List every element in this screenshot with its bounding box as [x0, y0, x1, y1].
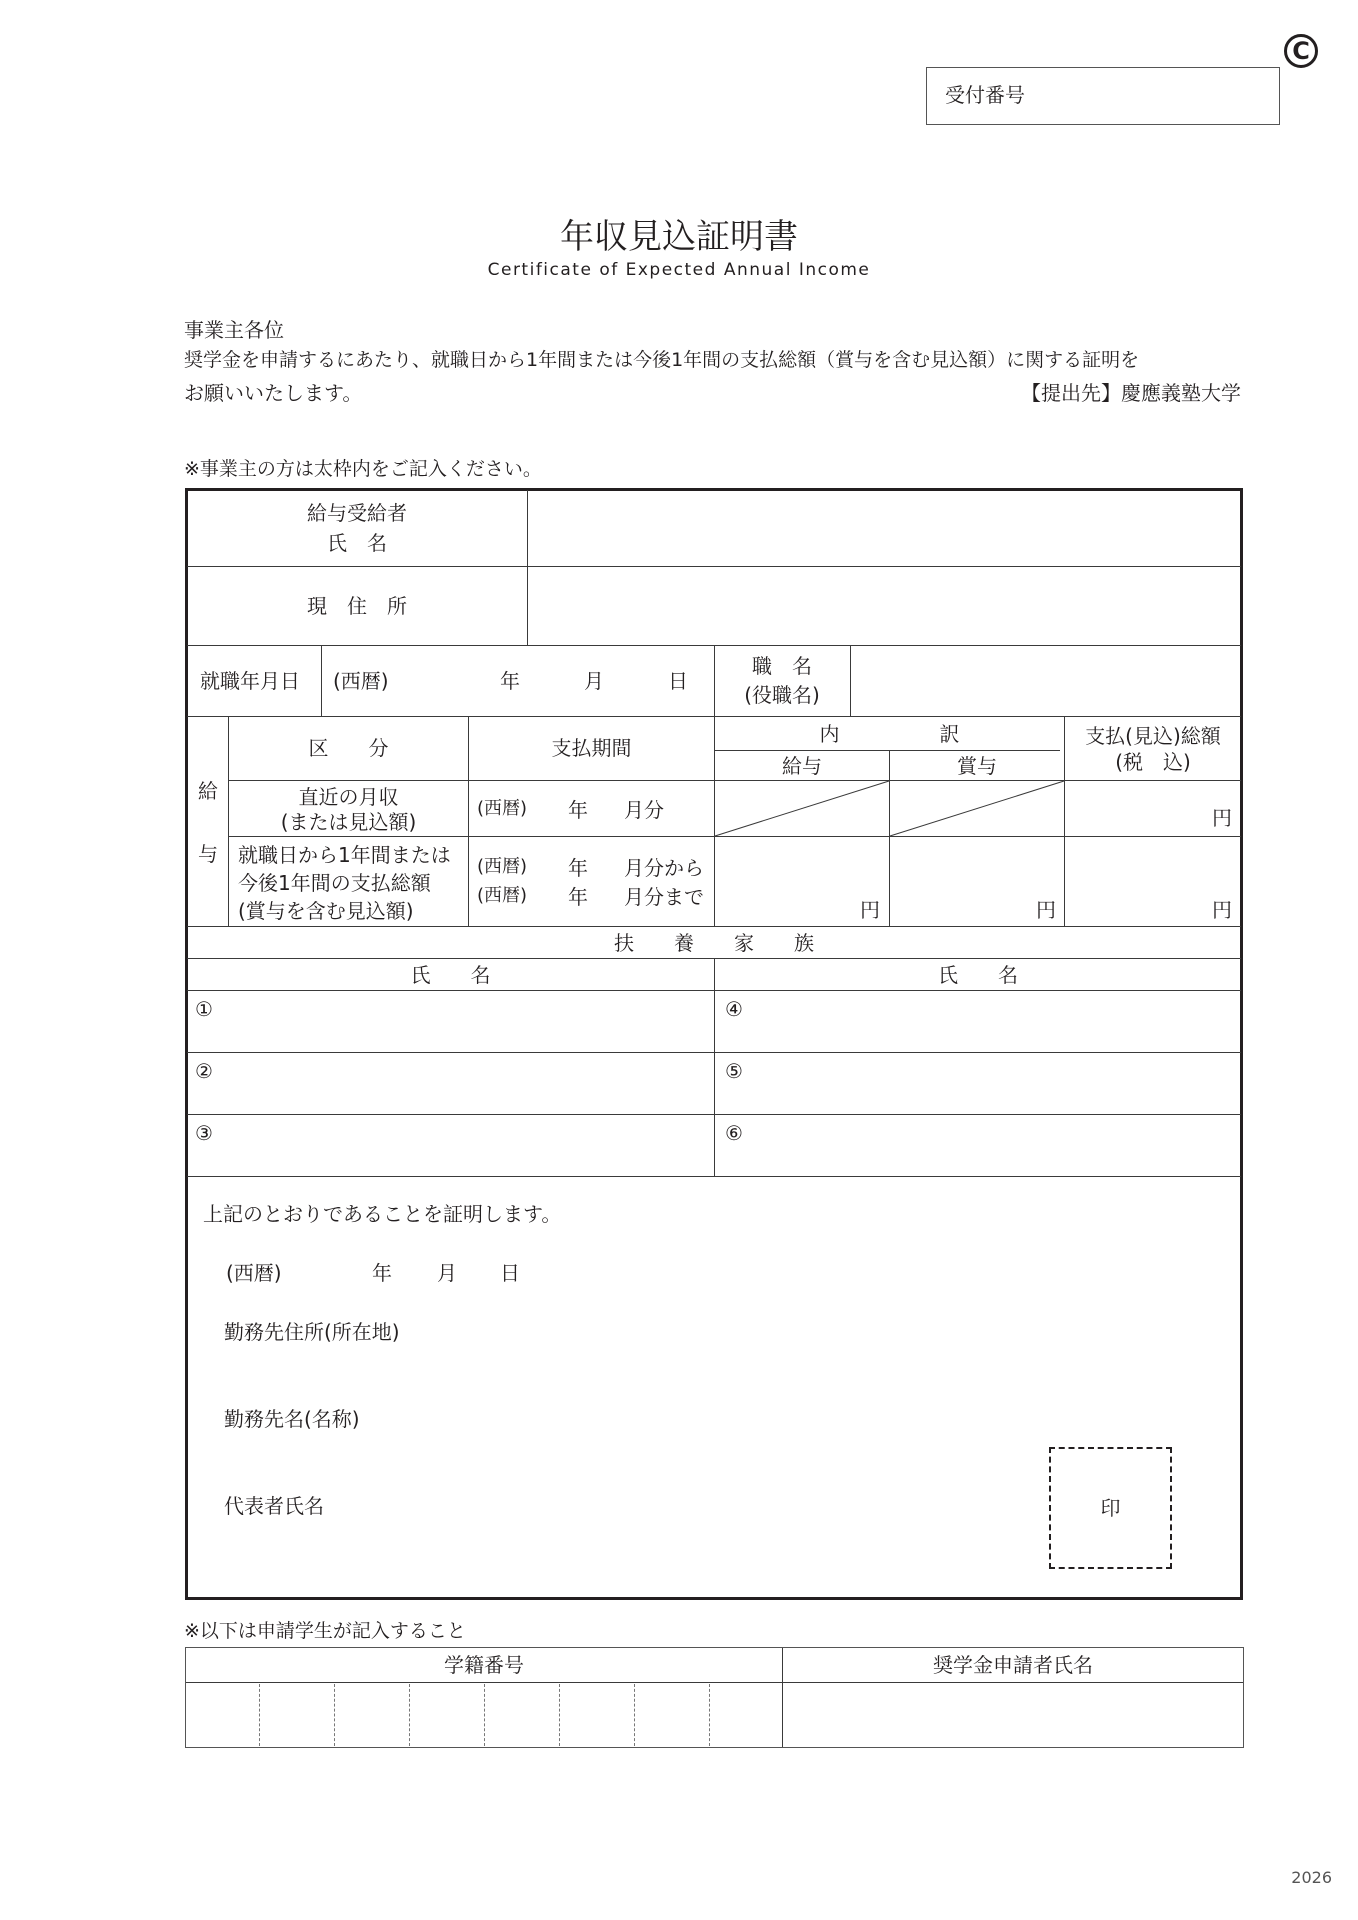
salary-subheader: 給与: [782, 754, 822, 778]
annual-total-yen: 円: [1212, 898, 1232, 922]
certify-text: 上記のとおりであることを証明します。: [203, 1202, 562, 1226]
recent-monthly-label: 直近の月収: [298, 785, 399, 809]
recipient-name-label: 給与受給者: [307, 501, 407, 525]
dependent-name-header: 氏 名: [410, 963, 491, 987]
bonus-subheader: 賞与: [957, 754, 997, 778]
dependent-number: ⑤: [725, 1059, 743, 1083]
dependent-field-3[interactable]: [187, 1115, 714, 1176]
recent-year: 年: [568, 798, 588, 822]
annual-period-field[interactable]: [469, 837, 714, 926]
annual-label-2: 今後1年間の支払総額: [238, 871, 431, 895]
annual-to-seireki: (西暦): [477, 885, 528, 906]
dependent-field-6[interactable]: [715, 1115, 1241, 1176]
intro-line-1: 奨学金を申請するにあたり、就職日から1年間または今後1年間の支払総額（賞与を含む見込額）に関する証明を: [184, 349, 1140, 371]
annual-from-year: 年: [568, 856, 588, 880]
student-id-field[interactable]: [186, 1683, 782, 1747]
dependents-header: 扶 養 家 族: [614, 931, 814, 955]
annual-salary-field[interactable]: [715, 837, 889, 926]
dependent-field-2[interactable]: [187, 1053, 714, 1114]
hire-date-label: 就職年月日: [200, 669, 300, 693]
hire-date-month: 月: [584, 669, 604, 693]
dependent-field-5[interactable]: [715, 1053, 1241, 1114]
reception-number-label: 受付番号: [945, 83, 1025, 107]
student-id-header: 学籍番号: [444, 1653, 524, 1677]
work-name-label: 勤務先名(名称): [224, 1407, 360, 1431]
recent-total-field[interactable]: [1065, 781, 1241, 836]
cert-month: 月: [437, 1261, 457, 1285]
dependent-number: ②: [195, 1059, 213, 1083]
annual-salary-yen: 円: [860, 898, 880, 922]
dependent-name-header: 氏 名: [938, 963, 1018, 987]
recent-monthly-label-2: (または見込額): [280, 810, 417, 834]
applicant-name-field[interactable]: [783, 1683, 1243, 1747]
work-name-field[interactable]: [420, 1399, 980, 1439]
annual-total-field[interactable]: [1065, 837, 1241, 926]
position-field[interactable]: [851, 646, 1241, 716]
recent-seireki: (西暦): [477, 798, 528, 819]
recipient-name-field[interactable]: [528, 490, 1241, 566]
annual-bonus-yen: 円: [1036, 898, 1056, 922]
position-label: 職 名: [752, 654, 812, 678]
breakdown-header: 内 訳: [819, 722, 960, 746]
dependent-number: ③: [195, 1121, 213, 1145]
copyright-icon: C: [1284, 34, 1318, 68]
address-field[interactable]: [528, 567, 1241, 645]
dependent-field-1[interactable]: [187, 991, 714, 1052]
work-address-field[interactable]: [420, 1312, 1040, 1352]
seal-label: 印: [1100, 1496, 1121, 1520]
annual-from-month: 月分から: [624, 856, 704, 880]
recipient-name-label-2: 氏 名: [327, 531, 387, 555]
total-header: 支払(見込)総額: [1085, 724, 1221, 748]
annual-to-year: 年: [568, 885, 588, 909]
recent-month-portion: 月分: [624, 798, 664, 822]
annual-label: 就職日から1年間または: [238, 843, 451, 867]
submit-to: 【提出先】慶應義塾大学: [1021, 381, 1241, 405]
payment-period-header: 支払期間: [551, 736, 632, 760]
annual-to-month: 月分まで: [624, 885, 704, 909]
dependent-field-4[interactable]: [715, 991, 1241, 1052]
recent-period-field[interactable]: [469, 781, 714, 836]
salary-section-label-2: 与: [198, 842, 218, 866]
page-subtitle: Certificate of Expected Annual Income: [487, 260, 871, 280]
salary-section-label: 給: [198, 779, 218, 803]
category-header: 区 分: [308, 736, 389, 760]
recent-total-yen: 円: [1212, 806, 1232, 830]
hire-date-seireki: (西暦): [333, 669, 389, 693]
position-label-2: (役職名): [744, 683, 820, 707]
hire-date-field[interactable]: [322, 646, 714, 716]
hire-date-year: 年: [500, 669, 520, 693]
annual-label-3: (賞与を含む見込額): [238, 899, 414, 923]
page-year: 2026: [1291, 1868, 1332, 1887]
work-address-label: 勤務先住所(所在地): [224, 1320, 400, 1344]
hire-date-day: 日: [668, 669, 688, 693]
seal-box[interactable]: [1049, 1447, 1172, 1569]
applicant-name-header: 奨学金申請者氏名: [933, 1653, 1093, 1677]
annual-from-seireki: (西暦): [477, 856, 528, 877]
address-label: 現 住 所: [307, 594, 407, 618]
student-note: ※以下は申請学生が記入すること: [184, 1620, 466, 1642]
total-header-2: (税 込): [1115, 750, 1191, 774]
page-title: 年収見込証明書: [560, 217, 798, 257]
intro-line-2: お願いいたします。: [184, 381, 363, 405]
representative-label: 代表者氏名: [224, 1494, 324, 1518]
annual-bonus-field[interactable]: [890, 837, 1064, 926]
dependent-number: ⑥: [725, 1121, 743, 1145]
salutation: 事業主各位: [184, 318, 284, 342]
dependent-number: ①: [195, 997, 213, 1021]
cert-date-field[interactable]: [300, 1252, 540, 1292]
cert-year: 年: [372, 1261, 392, 1285]
dependent-number: ④: [725, 997, 743, 1021]
cert-day: 日: [500, 1261, 520, 1285]
representative-field[interactable]: [420, 1486, 980, 1526]
cert-seireki: (西暦): [226, 1261, 282, 1285]
employer-note: ※事業主の方は太枠内をご記入ください。: [184, 458, 542, 480]
